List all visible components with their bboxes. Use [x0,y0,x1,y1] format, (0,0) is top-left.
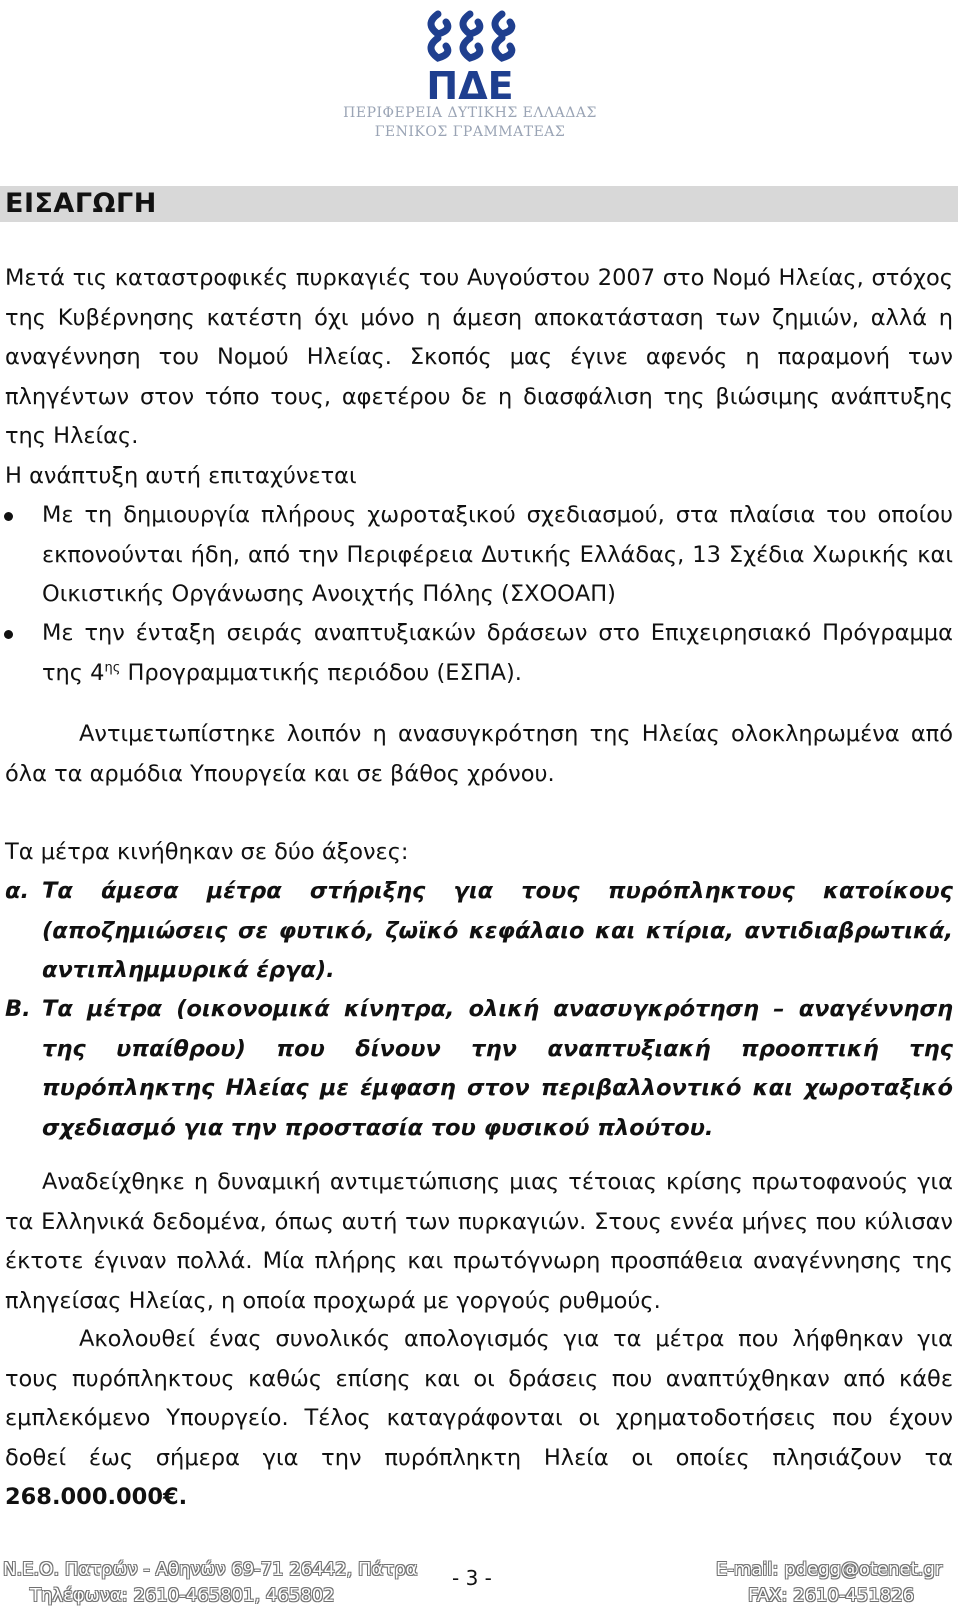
summary-paragraph: Ακολουθεί ένας συνολικός απολογισμός για τα μέτρα που λήφθηκαν για τους πυρόπληκτους καθώς επίσης και οι δράσεις που αναπτύχθηκαν από κάθε εμπλεκόμενο Υπουργείο. Τέλος καταγράφονται οι χρηματοδοτήσεις που έχουν δοθεί έως σήμερα για την πυρόπληκτη Ηλεία οι οποίες πλησιάζουν τα 268.000.000€. [5,1326,953,1510]
axis-text: Τα μέτρα (οικονομικά κίνητρα, ολική ανασυγκρότηση – αναγέννηση της υπαίθρου) που δίνουν την αναπτυξιακή προοπτική της πυρόπληκτης Ηλείας με έμφαση στον περιβαλλοντικό και χωροταξικό σχεδιασμό για την προστασία του φυσικού πλούτου. [42,996,953,1141]
org-line-secretary: ΓΕΝΙΚΟΣ ΓΡΑΜΜΑΤΕΑΣ [374,124,566,140]
axis-text: Τα άμεσα μέτρα στήριξης για τους πυρόπληκτους κατοίκους (αποζημιώσεις σε φυτικό, ζωϊκό κεφάλαιο και κτίρια, αντιδιαβρωτικά, αντιπλημμυρικά έργα). [42,878,953,983]
axis-marker: α. [5,878,30,904]
bullet-text: Με την ένταξη σειράς αναπτυξιακών δράσεων στο Επιχειρησιακό Πρόγραμμα της $4^{\eta\varsigma}$ Προγραμματικής περιόδου (ΕΣΠΑ). [42,620,953,686]
footer-email: E-mail: pdegg@otenet.gr [716,1559,943,1580]
page-footer [0,1551,960,1607]
footer-address: Ν.Ε.Ο. Πατρών - Αθηνών 69-71 26442, Πάτρα [3,1559,418,1580]
axes-lead: Τα μέτρα κινήθηκαν σε δύο άξονες: [5,839,409,865]
footer-fax: FAX: 2610-451826 [748,1585,915,1606]
development-lead: Η ανάπτυξη αυτή επιταχύνεται [5,463,357,489]
total-amount: 268.000.000€. [5,1484,188,1510]
bullet-icon [4,630,13,639]
org-line-region: ΠΕΡΙΦΕΡΕΙΑ ΔΥΤΙΚΗΣ ΕΛΛΑΔΑΣ [343,105,597,121]
reconstruction-paragraph: Αντιμετωπίστηκε λοιπόν η ανασυγκρότηση της Ηλείας ολοκληρωμένα από όλα τα αρμόδια Υπουργεία και σε βάθος χρόνου. [5,721,953,787]
section-title: ΕΙΣΑΓΩΓΗ [5,188,157,219]
dynamic-paragraph: Αναδείχθηκε η δυναμική αντιμετώπισης μιας τέτοιας κρίσης πρωτοφανούς για τα Ελληνικά δεδομένα, όπως αυτή των πυρκαγιών. Στους εννέα μήνες που κύλισαν έκτοτε έγιναν πολλά. Μία πλήρης και πρωτόγνωρη προσπάθεια αναγέννησης της πληγείσας Ηλείας, η οποία προχωρά με γοργούς ρυθμούς. [5,1169,953,1314]
region-emblem-icon [410,4,530,104]
footer-phone: Τηλέφωνα: 2610-465801, 465802 [30,1585,335,1606]
axis-marker: Β. [5,996,31,1022]
ordinal-superscript: ης [104,660,121,675]
axis-item [5,990,953,1150]
axis-item [5,872,953,992]
bullet-text: Με τη δημιουργία πλήρους χωροταξικού σχεδιασμού, στα πλαίσια του οποίου εκπονούνται ήδη, από την Περιφέρεια Δυτικής Ελλάδας, 13 Σχέδια Χωρικής και Οικιστικής Οργάνωσης Ανοιχτής Πόλης (ΣΧΟΟΑΠ) [42,502,953,607]
logo-text: ΠΔΕ [426,64,514,104]
header-logo [340,0,600,160]
intro-paragraph: Μετά τις καταστροφικές πυρκαγιές του Αυγούστου 2007 στο Νομό Ηλείας, στόχος της Κυβέρνησης κατέστη όχι μόνο η άμεση αποκατάσταση των ζημιών, αλλά η αναγέννηση του Νομού Ηλείας. Σκοπός μας έγινε αφενός η παραμονή των πληγέντων στον τόπο τους, αφετέρου δε η διασφάλιση της βιώσιμης ανάπτυξης της Ηλείας. [5,265,953,449]
page-number: - 3 - [452,1566,492,1590]
bullet-icon [4,512,13,521]
